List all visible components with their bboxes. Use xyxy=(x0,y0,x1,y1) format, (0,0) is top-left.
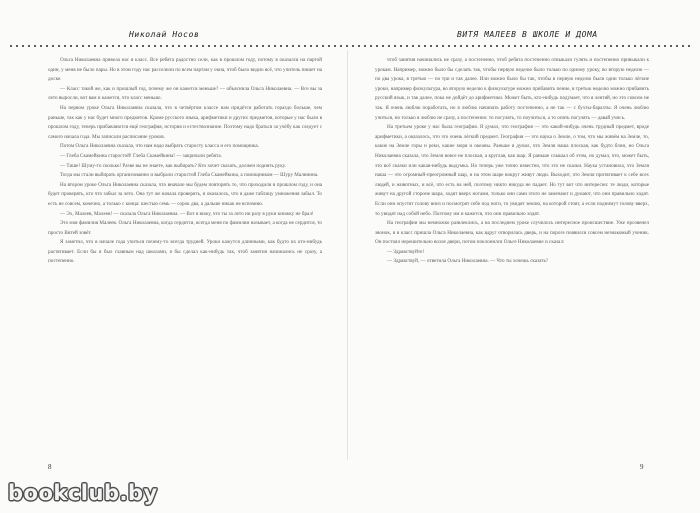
site-watermark: bookclub.by xyxy=(8,481,158,505)
paragraph: На третьем уроке у нас была география. Я думал, что география — это какой-нибудь очень трудный предмет, вроде арифметики, а оказалось, что это очень лёгкий предмет. География — это наука о Земле, о том, что мы живём на Земле, то, какие на Земле горы и реки, какие моря и океаны. Раньше я думал, что Земля наша плоская, как будто блин, но Ольга Николаевна сказала, что Земля вовсе не плоская, а круглая, как шар. Я раньше слышал об этом, но думал, что, может быть, это всё сказки или какая-нибудь выдумка. Но теперь уже точно известно, что это не сказки. Наука установила, что Земля наша — это огромный-преогромный шар, и на этом шаре вокруг живут люди. Выходит, что Земля притягивает к себе всех людей, и животных, и всё, что есть на ней, поэтому никто никуда не падает. Но тут вот что интересно: те люди, которые живут на другой стороне шара, ходят вверх ногами, только они сами этого не замечают и думают, что они правильно ходят. Если они опустят голову вниз и посмотрят себе под ноги, то увидят землю, на которой стоят, а если поднимут голову вверх, то увидят над собой небо. Поэтому им и кажется, что они правильно ходят. xyxy=(375,124,649,217)
paragraph: Я заметил, что в начале года учиться почему-то всегда трудней. Уроки кажутся длинными, как будто их кто-нибудь растягивает. Если бы я был главным над школами, я бы сделал как-нибудь так, чтоб занятия начинались не сразу, а постепенно. xyxy=(48,239,322,265)
paragraph: — Здравствуй, — ответила Ольга Николаевна. — Что ты хочешь сказать? xyxy=(387,258,549,265)
right-page-text xyxy=(375,56,649,451)
paragraph: чтоб занятия начинались не сразу, а постепенно, чтоб ребята постепенно отвыкали гулять и постепенно привыкали к урокам. Например, можно было бы сделать так, чтобы первую неделю было только по одному уроку, во вторую неделю — по два урока, в третью — по три и так далее. Или можно было бы так, чтобы в первую неделю были одни только лёгкие уроки, например физкультура, во вторую неделю к физкультуре можно прибавить пение, в третью неделю можно прибавить русский язык, и так далее, пока не дойдёт до арифметики. Может быть, кто-нибудь подумает, что я лентяй, но это совсем не так. Я очень люблю поработать, но я люблю начинать работу постепенно, а не так — с бухты-барахты. Я очень люблю учиться, но только я люблю не сразу, а постепенно: то погулять, то поучиться, а то опять погулять — давай учись. xyxy=(375,57,649,121)
paragraph: На втором уроке Ольга Николаевна сказала, что вначале мы будем повторять то, что проходили в прошлом году, и она будет проверять, кто что забыл за лето. Она тут же начала проверять, и оказалось, что я даже таблицу умножения забыл. То есть не совсем, конечно, а только с конца: шестью семь — сорок два, а дальше никак не вспомню. xyxy=(48,181,322,207)
dotted-rule xyxy=(8,45,692,47)
page-number-left: 8 xyxy=(48,463,52,471)
paragraph: Это моя фамилия Малеев. Ольга Николаевна, когда сердится, всегда меня по фамилии называет, а когда не сердится, то просто Витей зовёт. xyxy=(48,220,322,236)
paragraph: — Эх, Малеев, Малеев! — сказала Ольга Николаевна. — Вот я вижу, что ты за лето ни разу в руки книжку не брал! xyxy=(60,210,314,217)
left-page-text xyxy=(48,56,322,451)
paragraph: Ольга Николаевна привела нас в класс. Все ребята радостно сели, как в прошлом году, потому я оказался на партой один, у меня не было пары. Но в этом году нас расселили по всем партам у окна, чтоб было видно всё, что учитель пишет на доске. xyxy=(48,57,322,83)
paragraph: На географии мы немножко развлеклись, а на последнем уроке случилось интересное происшествие. Уже прозвенел звонок, и в класс пришла Ольга Николаевна, как вдруг отворилась дверь, и на пороге появился совсем незнакомый ученик. Он постоял нерешительно возле двери, потом поклонился Ольге Николаевне и сказал: xyxy=(375,220,649,246)
page-number-right: 9 xyxy=(640,463,644,471)
paragraph: Тогда мы стали выбирать организованно и выбрали старостой Глеба Скамейкина, а помощником — Шуру Малинина. xyxy=(60,172,319,179)
paragraph: — Класс такой же, как и прошлый год, почему же он кажется меньше? — объяснила Ольга Николаевна. — Все вы за лето выросли, вот вам и кажется, что класс меньше. xyxy=(48,85,322,102)
paragraph: На первом уроке Ольга Николаевна сказала, что в четвёртом классе нам придётся работать гораздо больше, чем раньше, так как у нас будет много предметов. Кроме русского языка, арифметики и других предметов, которые у нас были в прошлом году, теперь прибавляются ещё география, история и естествознание. Поэтому надо браться за учёбу как следует с самого начала года. Мы записали расписание уроков. xyxy=(48,104,322,140)
paragraph: — Глеба Скамейкина старостой! Глеба Скамейкина! — закричали ребята. xyxy=(60,152,222,159)
paragraph: — Здравствуйте! xyxy=(387,248,425,255)
book-gutter xyxy=(347,50,348,460)
paragraph: Потом Ольга Николаевна сказала, что нам надо выбрать старосту класса и его помощника. xyxy=(60,143,259,150)
paragraph: — Тише! Шуму-то сколько! Разве вы не знаете, как выбирать? Кто хочет сказать, должен поднять руку. xyxy=(60,162,286,169)
running-head-author: Николай Носов xyxy=(129,30,200,39)
running-head-title: ВИТЯ МАЛЕЕВ В ШКОЛЕ И ДОМА xyxy=(457,30,598,39)
